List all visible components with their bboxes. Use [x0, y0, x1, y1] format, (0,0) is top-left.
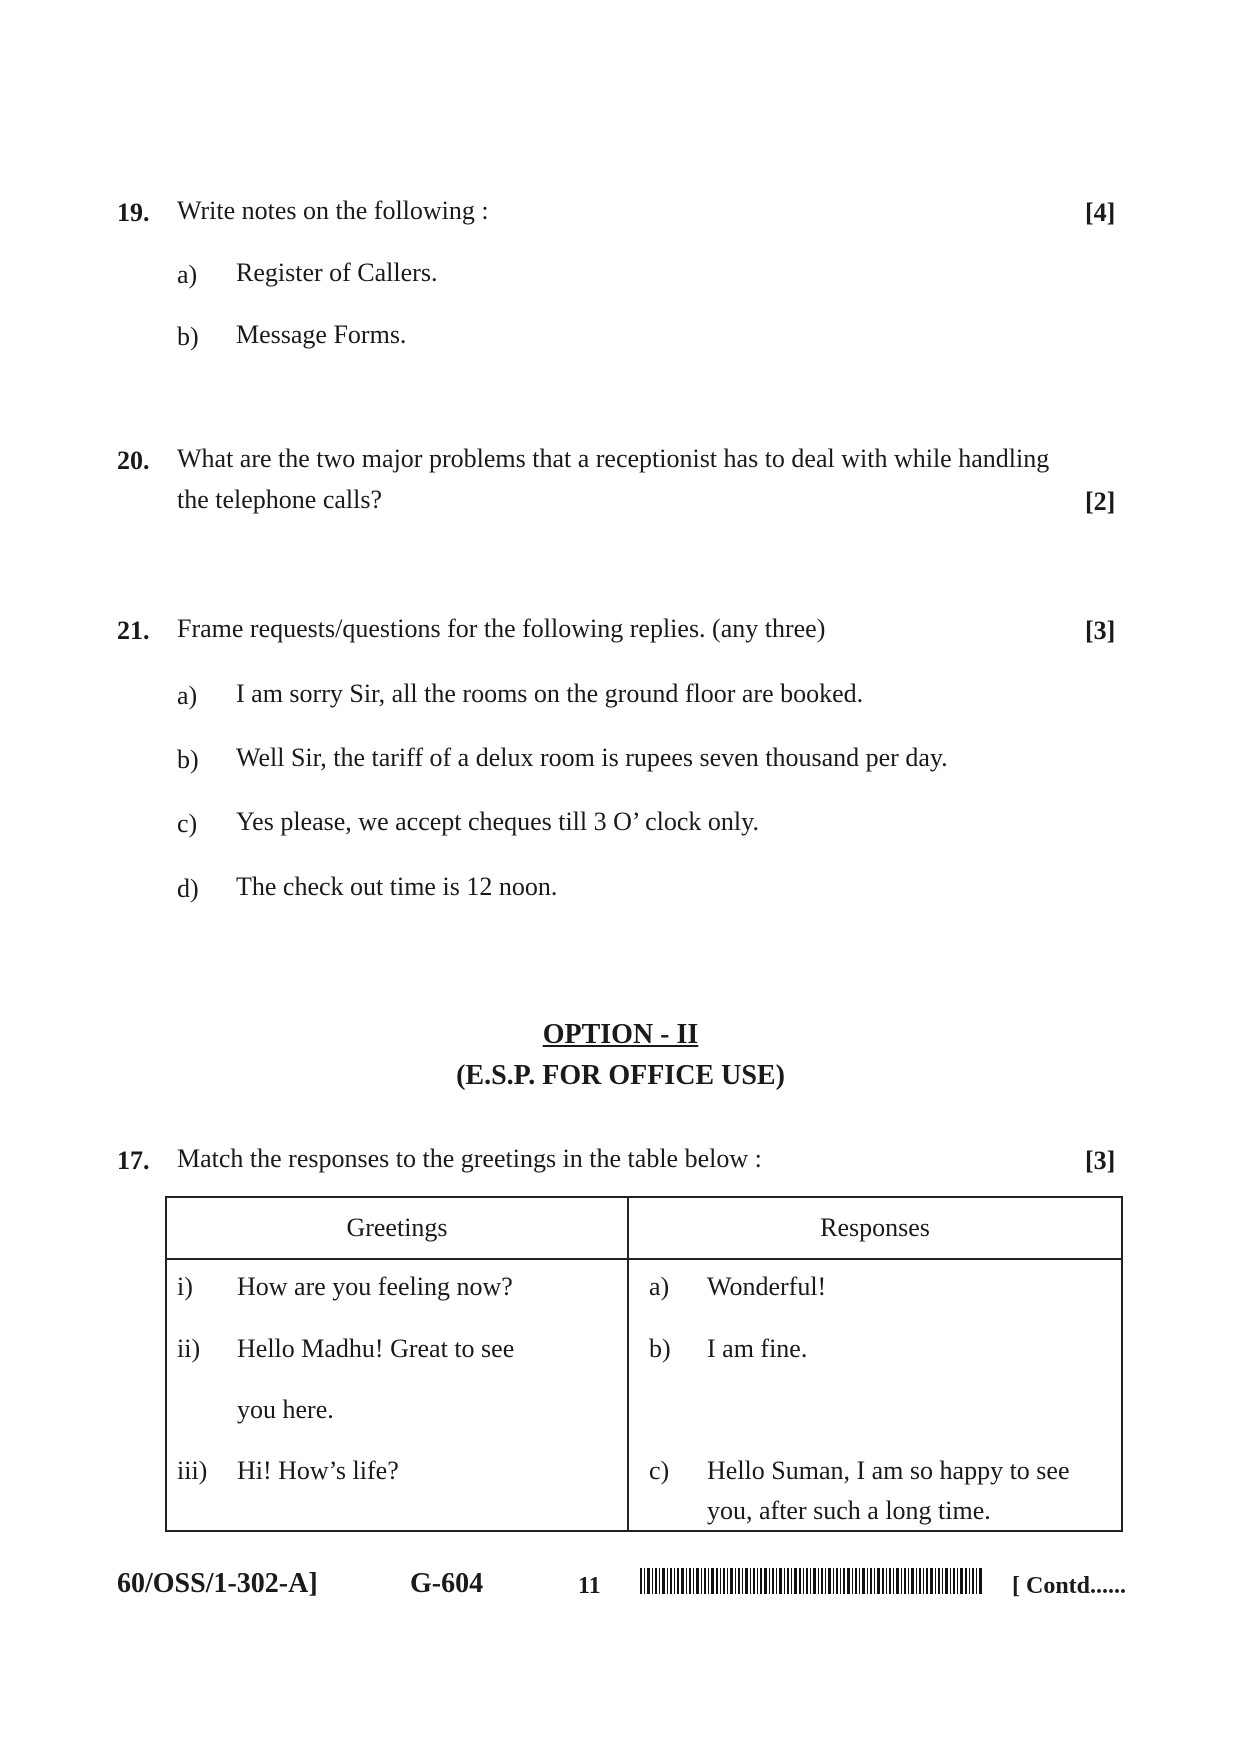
response-text: Hello Suman, I am so happy to see [707, 1456, 1070, 1485]
q19-item-b-label: b) [177, 322, 199, 351]
match-table [165, 1196, 1123, 1532]
q21-item-c-text: Yes please, we accept cheques till 3 O’ clock only. [236, 807, 759, 836]
q19-item-a-label: a) [177, 260, 198, 289]
q19-item-b-text: Message Forms. [236, 320, 407, 349]
q21-item-b-text: Well Sir, the tariff of a delux room is rupees seven thousand per day. [236, 743, 948, 772]
q19-item-a-text: Register of Callers. [236, 258, 438, 287]
greeting-label: ii) [177, 1334, 201, 1363]
q21-item-d-text: The check out time is 12 noon. [236, 872, 558, 901]
question-19-number: 19. [117, 198, 150, 227]
question-17-text: Match the responses to the greetings in the table below : [177, 1144, 762, 1173]
question-19-text: Write notes on the following : [177, 196, 489, 225]
question-21-text: Frame requests/questions for the following replies. (any three) [177, 614, 826, 643]
q21-item-c-label: c) [177, 809, 198, 838]
response-text-cont: you, after such a long time. [707, 1496, 991, 1525]
question-21-number: 21. [117, 616, 150, 645]
q21-item-b-label: b) [177, 745, 199, 774]
response-label: b) [649, 1334, 671, 1363]
question-17-number: 17. [117, 1146, 150, 1175]
question-20-line1: What are the two major problems that a receptionist has to deal with while handling [177, 444, 1050, 473]
table-header-responses: Responses [628, 1197, 1122, 1259]
q21-item-a-label: a) [177, 681, 198, 710]
greeting-text: Hi! How’s life? [237, 1456, 399, 1485]
greetings-column [166, 1259, 628, 1531]
greeting-text: Hello Madhu! Great to see [237, 1334, 515, 1363]
question-20-number: 20. [117, 446, 150, 475]
responses-column [628, 1259, 1122, 1531]
barcode-icon [640, 1568, 983, 1594]
footer-page-number: 11 [578, 1573, 601, 1599]
q21-item-a-text: I am sorry Sir, all the rooms on the ground floor are booked. [236, 679, 864, 708]
footer-paper-code: 60/OSS/1-302-A] [117, 1568, 318, 1599]
table-header-greetings: Greetings [166, 1197, 628, 1259]
greeting-text: How are you feeling now? [237, 1272, 513, 1301]
footer-contd: [ Contd...... [1012, 1573, 1127, 1599]
footer-series: G-604 [410, 1568, 484, 1599]
q21-item-d-label: d) [177, 874, 199, 903]
response-label: c) [649, 1456, 670, 1485]
response-label: a) [649, 1272, 670, 1301]
question-19-marks: [4] [1085, 198, 1116, 227]
response-text: Wonderful! [707, 1272, 827, 1301]
option-title: OPTION - II [542, 1019, 699, 1050]
question-20-line2: the telephone calls? [177, 485, 383, 514]
response-text: I am fine. [707, 1334, 808, 1363]
option-subtitle: (E.S.P. FOR OFFICE USE) [456, 1060, 785, 1091]
greeting-label: iii) [177, 1456, 208, 1485]
question-21-marks: [3] [1085, 616, 1116, 645]
greeting-text-cont: you here. [237, 1395, 334, 1424]
question-17-marks: [3] [1085, 1146, 1116, 1175]
greeting-label: i) [177, 1272, 193, 1301]
question-20-marks: [2] [1085, 487, 1116, 516]
